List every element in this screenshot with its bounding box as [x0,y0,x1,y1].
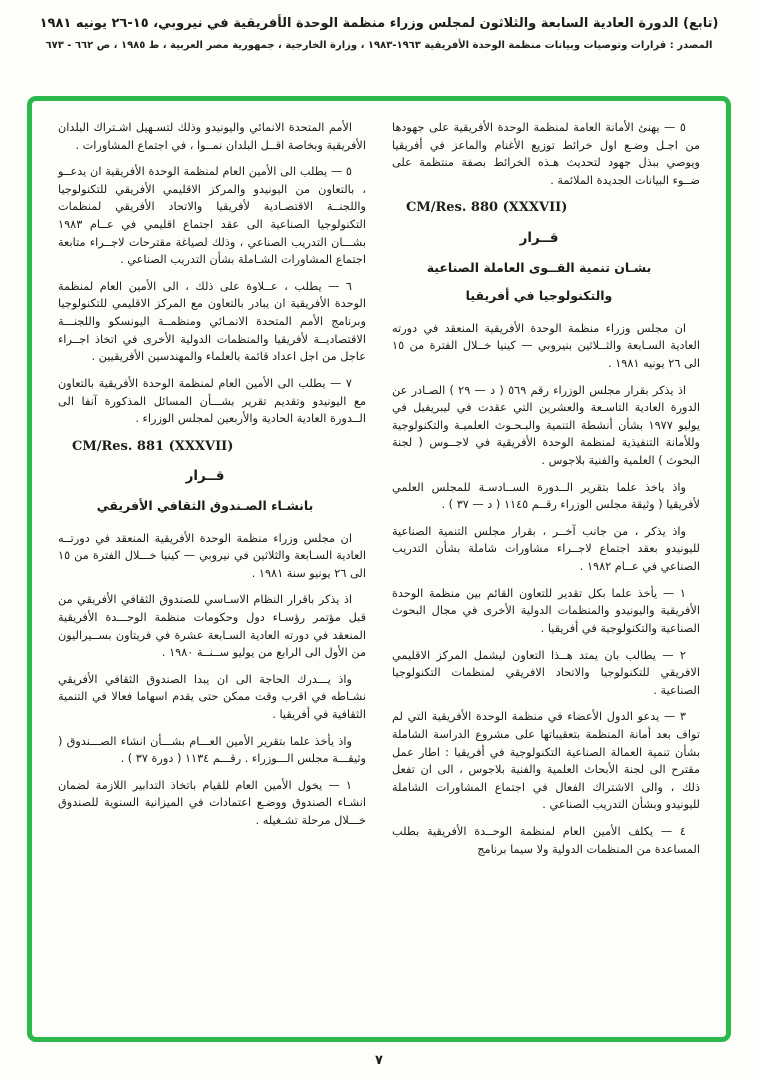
paragraph: ٣ — يدعو الدول الأعضاء في منظمة الوحدة الأفريقية التي لم تواف بعد أمانة المنظمة بتعقيباتها على مشروع الدراسة الشاملة بشأن تنمية العمالة الصناعية التكنولوجية في أفريقيا : اطار عمل مقترح الى لجنة الأبحاث العلمية والفنية بلاجوس ، الى ان تفعل ذلك ، والى الاشتراك الفعال في اجتماع المشاورات الشاملة لليونيدو وبشأن التدريب الصناعي . [392,710,700,812]
two-column-layout [32,101,726,1037]
paragraph: ٧ — يطلب الى الأمين العام لمنظمة الوحدة الأفريقية بالتعاون مع اليونيدو وتقديم تقرير بشـــأن المسائل المذكورة آنفا الى الــدورة العادية الحادية والأربعين لمجلس الوزراء . [58,376,366,426]
header-source: المصدر : قرارات وتوصيات وبيانات منظمة الوحدة الأفريقية ١٩٦٣-١٩٨٣ ، وزارة الخارجية ، جمهورية مصر العربية ، ط ١٩٨٥ ، ص ٦٦٢ - ٦٧٣ [45,40,713,51]
resolution-subtitle: بانشـاء الصـندوق الثقافي الأفريقي [96,498,314,514]
content-frame-border [27,96,731,1042]
resolution-title: قــرار [185,468,225,485]
resolution-subtitle-line1: بشـان تنمية القــوى العاملة الصناعية [426,259,652,275]
paragraph: الأمم المتحدة الانمائي واليونيدو وذلك لتسـهيل اشـتراك البلدان الأفريقية وبخاصة اقــل البلدان نمــوا ، في اجتماع المشاورات . [58,121,366,152]
resolution-number-880: CM/Res. 880 (XXXVII) [406,200,568,216]
right-column [392,119,700,1027]
paragraph: ٦ — يطلب ، عــلاوة على ذلك ، الى الأمين العام لمنظمة الوحدة الأفريقية ان يبادر بالتعاون مع المركز الاقليمي للتكنولوجيا وبرنامج الأمم المتحدة الانمـائي ومنظمــة اليونسكو واللجنـــة الاقتصاديــة لأفريقيا والمنظمات الدولية الأخرى في اتخاذ اجــراء عاجل من اجل اعداد قائمة بالعلماء والمهندسين الأفريقيين . [58,279,366,364]
paragraph: ١ — يأخذ علما بكل تقدير للتعاون القائم بين منظمة الوحدة الأفريقية واليونيدو والمنظمات الدولية الأخرى في مجال البحوث الصناعية والتكنولوجية في أفريقيا . [392,586,700,635]
paragraph: ٥ — يهنئ الأمانة العامة لمنظمة الوحدة الأفريقية على جهودها من اجـل وضـع اول خرائط توزيع الأغنام والماعز في أفريقيا ويوصي ببذل جهود لتحديث هـذه الخرائط بصفة منتظمة على ضــوء البيانات الجديدة الملائمة . [392,121,700,187]
resolution-title: قــرار [519,229,559,246]
paragraph: واذ يذكر ، من جانب آخــر ، بقرار مجلس التنمية الصناعية لليونيدو بعقد اجتماع لاجــراء مشاورات شاملة بشأن التدريب الصناعي في عــام ١٩٨٢ . [392,524,700,574]
paragraph: اذ يذكر بقرار مجلس الوزراء رقم ٥٦٩ ( د — ٢٩ ) الصـادر عن الدورة العادية التاسـعة والعشرين التي عقدت في ليبريفيل في يوليو ١٩٧٧ بشأن أنشطة التنمية والبـحـوث العلميـة والتكنولوجية وللأمانة التنفيذية لمنظمة الوحدة الأفريقية في لاجــوس ( لجنة البحوث ) العلمية والفنية بلاجوس . [392,383,700,468]
paragraph: ٤ — يكلف الأمين العام لمنظمة الوحــدة الأفريقية بطلب المساعدة من المنظمات الدولية ولا سيما برنامج [392,824,700,856]
left-column [58,119,366,1027]
paragraph: ان مجلس وزراء منظمة الوحدة الأفريقية المنعقد في دورتــه العادية السـابعة والثلاثين في نيروبي — كينيا خـــلال الفترة من ١٥ الى ٢٦ يونيو سنة ١٩٨١ . [58,531,366,580]
paragraph: ٢ — يطالب بان يمتد هــذا التعاون ليشمل المركز الاقليمي الافريقي للتكنولوجيا والاتحاد الافريقي لمنظمات التكنولوجيا الصناعية . [392,648,700,697]
paragraph: واذ يأخذ علما بتقرير الأمين العـــام بشـــأن انشاء الصـــندوق ( وثيقـــة مجلس الـــوزراء . رقـــم ١١٣٤ ( دورة ٣٧ ) . [58,734,366,766]
paragraph: واذ يـــدرك الحاجة الى ان يبدا الصندوق الثقافي الأفريقي نشـاطه في اقرب وقت ممكن حتى يقدم اسهاما فعالا في التنمية الثقافية في أفريقيا . [58,672,366,722]
document-header [0,0,758,51]
paragraph: واذ ياخذ علما بتقرير الــدورة الســادسـة للمجلس العلمي لأفريقيا ( وثيقة مجلس الوزراء رقــم ١١٤٥ ( د — ٣٧ ) . [392,480,700,512]
resolution-subtitle-block [58,496,366,516]
paragraph: ٥ — يطلب الى الأمين العام لمنظمة الوحدة الأفريقية ان يدعــو ، بالتعاون من اليونيدو والمركز الاقليمي الأفريقي للتكنولوجيا واللجنــة الاقتصـادية لأفريقيا والاتحاد الأفريقي لمنظمات التكنولوجيا الصناعية الى عقد اجتماع اقليمي في عــام ١٩٨٣ بشـــان التدريب الصناعي ، وذلك لصياغة مقترحات لاجــراء متابعة اجتماع المشاورات الشـاملة بشأن التدريب الصناعي . [58,165,366,267]
paragraph: اذ يذكر باقرار النظام الاسـاسي للصندوق الثقافي الأفريقي من قبل مؤتمر رؤسـاء دول وحكومات منظمة الوحـــدة الأفريقية المنعقد في دورته العادية السـابعة عشرة في فريتاون بســيراليون من الأول الى الرابع من يوليو ســنــة ١٩٨٠ . [58,593,366,660]
page-number: ٧ [375,1053,383,1068]
paragraph: ان مجلس وزراء منظمة الوحدة الأفريقية المنعقد في دورته العادية السـابعة والثــلاثين بنيروبي — كينيا خــلال الفترة من ١٥ الى ٢٦ يونيه ١٩٨١ . [392,321,700,370]
resolution-subtitle-line2: والتكنولوجيا في أفريقيا [465,288,613,304]
resolution-subtitle-block [392,258,700,306]
header-title: (تابع) الدورة العادية السابعة والثلاثون لمجلس وزراء منظمة الوحدة الأفريقية في نيروبي، ١٥-٢٦ يونيه ١٩٨١ [39,16,719,31]
resolution-number-881: CM/Res. 881 (XXXVII) [72,438,234,454]
paragraph: ١ — يخول الأمين العام للقيام باتخاذ التدابير اللازمة لضمان انشـاء الصندوق ووضـع اعتمادات في الميزانية السنوية للصندوق خـــلال مرحلة تشـغيله . [58,778,366,828]
